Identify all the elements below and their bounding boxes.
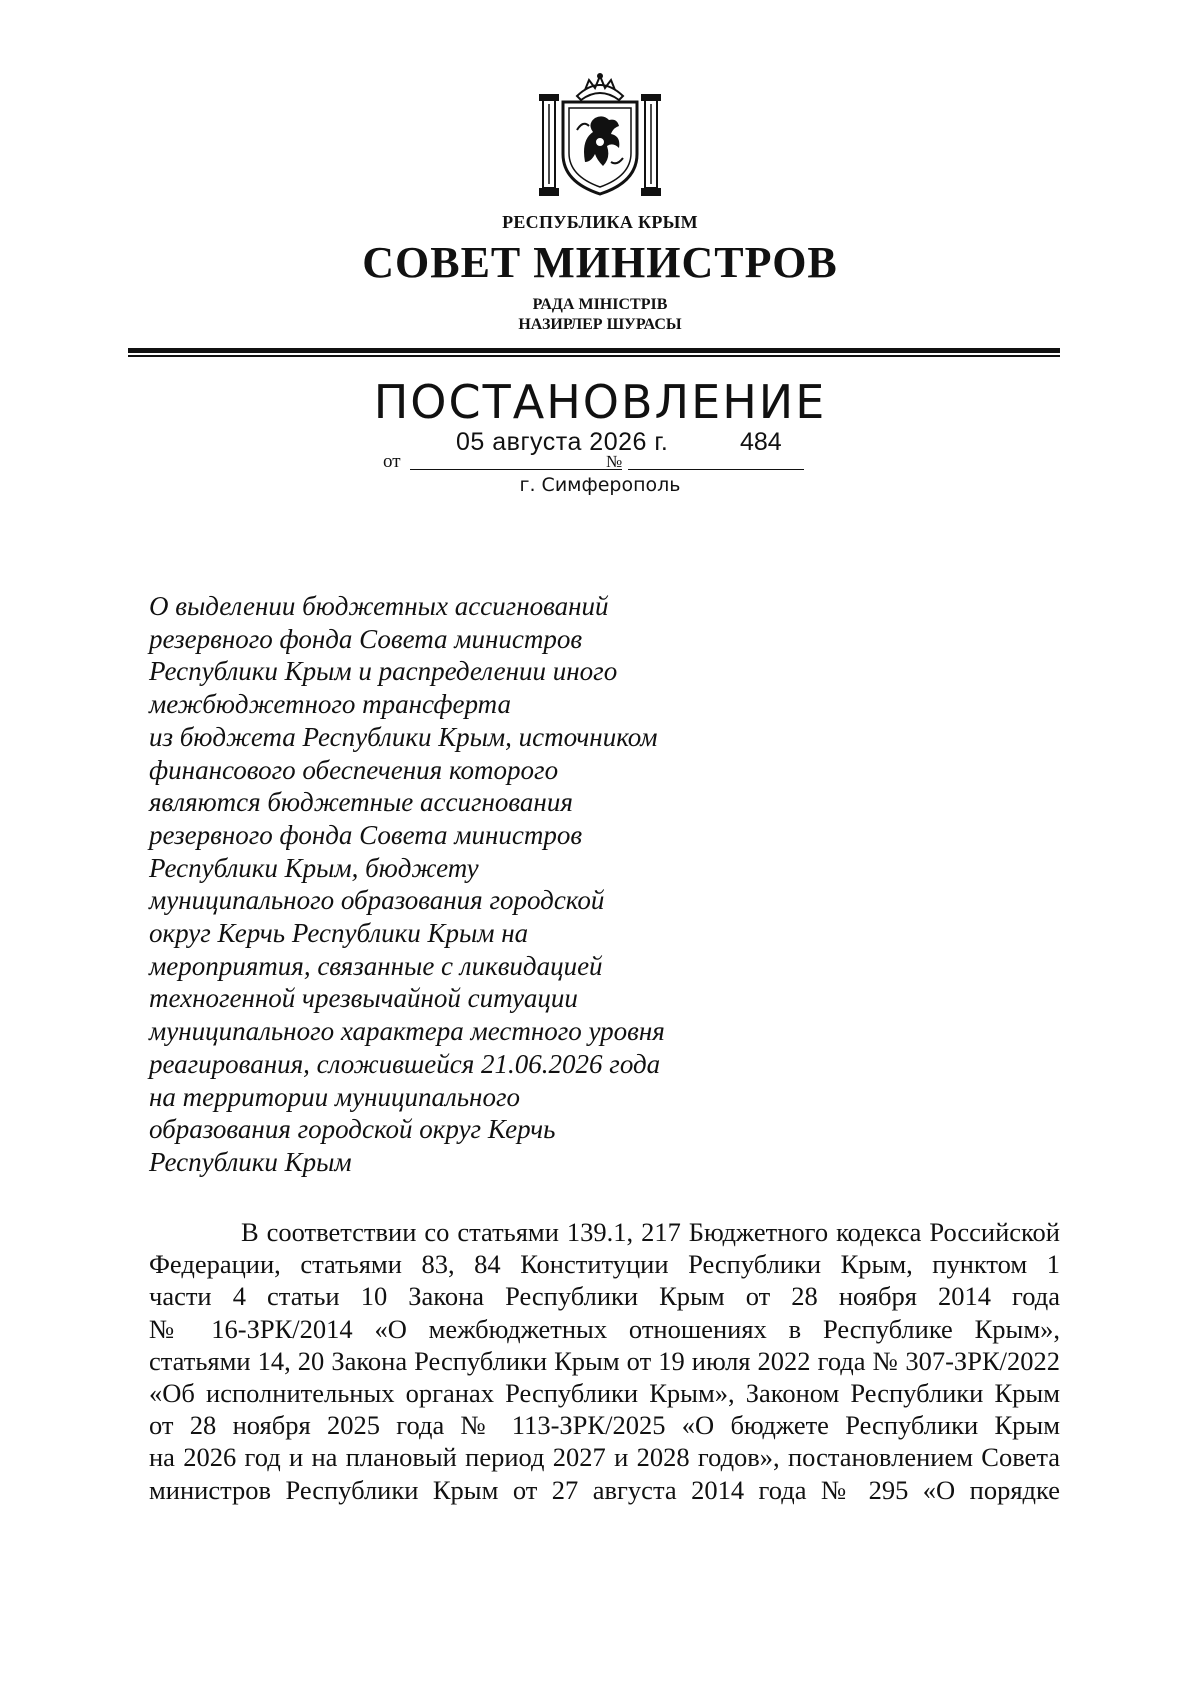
subject-line: Республики Крым	[149, 1146, 352, 1177]
header-divider-thick	[128, 348, 1060, 353]
subject-line: на территории муниципального	[149, 1081, 520, 1112]
date-underline	[410, 469, 622, 470]
document-type-title: ПОСТАНОВЛЕНИЕ	[373, 375, 827, 429]
body-line: Федерации, статьями 83, 84 Конституции Республики Крым, пунктом 1	[149, 1249, 1060, 1280]
header-divider-thin	[128, 355, 1060, 357]
body-line: на 2026 год и на плановый период 2027 и 2028 годов», постановлением Совета	[149, 1442, 1060, 1473]
subject-line: резервного фонда Совета министров	[149, 819, 583, 850]
subject-line: мероприятия, связанные с ликвидацией	[149, 950, 603, 981]
document-subject	[149, 590, 769, 1179]
document-number: 484	[740, 428, 782, 456]
subject-line: техногенной чрезвычайной ситуации	[149, 983, 578, 1014]
subject-line: межбюджетного трансферта	[149, 689, 511, 720]
body-line: В соответствии со статьями 139.1, 217 Бюджетного кодекса Российской	[241, 1217, 1060, 1247]
subject-line: реагирования, сложившейся 21.06.2026 года	[149, 1048, 661, 1079]
subject-line: Республики Крым и распределении иного	[149, 656, 618, 687]
body-line: № 16-ЗРК/2014 «О межбюджетных отношениях в Республике Крым»,	[149, 1313, 1060, 1344]
body-line: от 28 ноября 2025 года № 113-ЗРК/2025 «О бюджете Республики Крым	[149, 1410, 1060, 1441]
date-label: от	[383, 451, 401, 472]
number-underline	[628, 469, 804, 470]
subject-line: являются бюджетные ассигнования	[149, 787, 573, 818]
subject-line: округ Керчь Республики Крым на	[149, 918, 529, 949]
subject-line: О выделении бюджетных ассигнований	[149, 591, 609, 621]
subject-line: муниципального образования городской	[149, 885, 605, 916]
subject-line: резервного фонда Совета министров	[149, 623, 583, 654]
body-line: части 4 статьи 10 Закона Республики Крым от 28 ноября 2014 года	[149, 1281, 1060, 1312]
subject-line: из бюджета Республики Крым, источником	[149, 721, 658, 752]
body-line: «Об исполнительных органах Республики Крым», Законом Республики Крым	[149, 1378, 1060, 1409]
crimea-coat-of-arms-icon	[537, 70, 663, 200]
document-city: г. Симферополь	[519, 474, 681, 496]
body-line: статьями 14, 20 Закона Республики Крым от 19 июля 2022 года № 307-ЗРК/2022	[149, 1345, 1060, 1376]
subject-line: образования городской округ Керчь	[149, 1114, 556, 1145]
council-title: СОВЕТ МИНИСТРОВ	[362, 238, 838, 287]
council-title-crimean-tatar: НАЗИРЛЕР ШУРАСЫ	[518, 316, 682, 333]
subject-line: Республики Крым, бюджету	[149, 852, 479, 883]
subject-line: муниципального характера местного уровня	[149, 1016, 665, 1047]
republic-name: РЕСПУБЛИКА КРЫМ	[502, 212, 698, 232]
document-date: 05 августа 2026 г.	[456, 428, 669, 456]
council-title-ukrainian: РАДА МІНІСТРІВ	[532, 296, 668, 313]
number-label: №	[606, 452, 623, 471]
body-line: министров Республики Крым от 27 августа 2014 года № 295 «О порядке	[149, 1474, 1060, 1505]
subject-line: финансового обеспечения которого	[149, 754, 559, 785]
body-paragraph	[149, 1216, 1060, 1506]
